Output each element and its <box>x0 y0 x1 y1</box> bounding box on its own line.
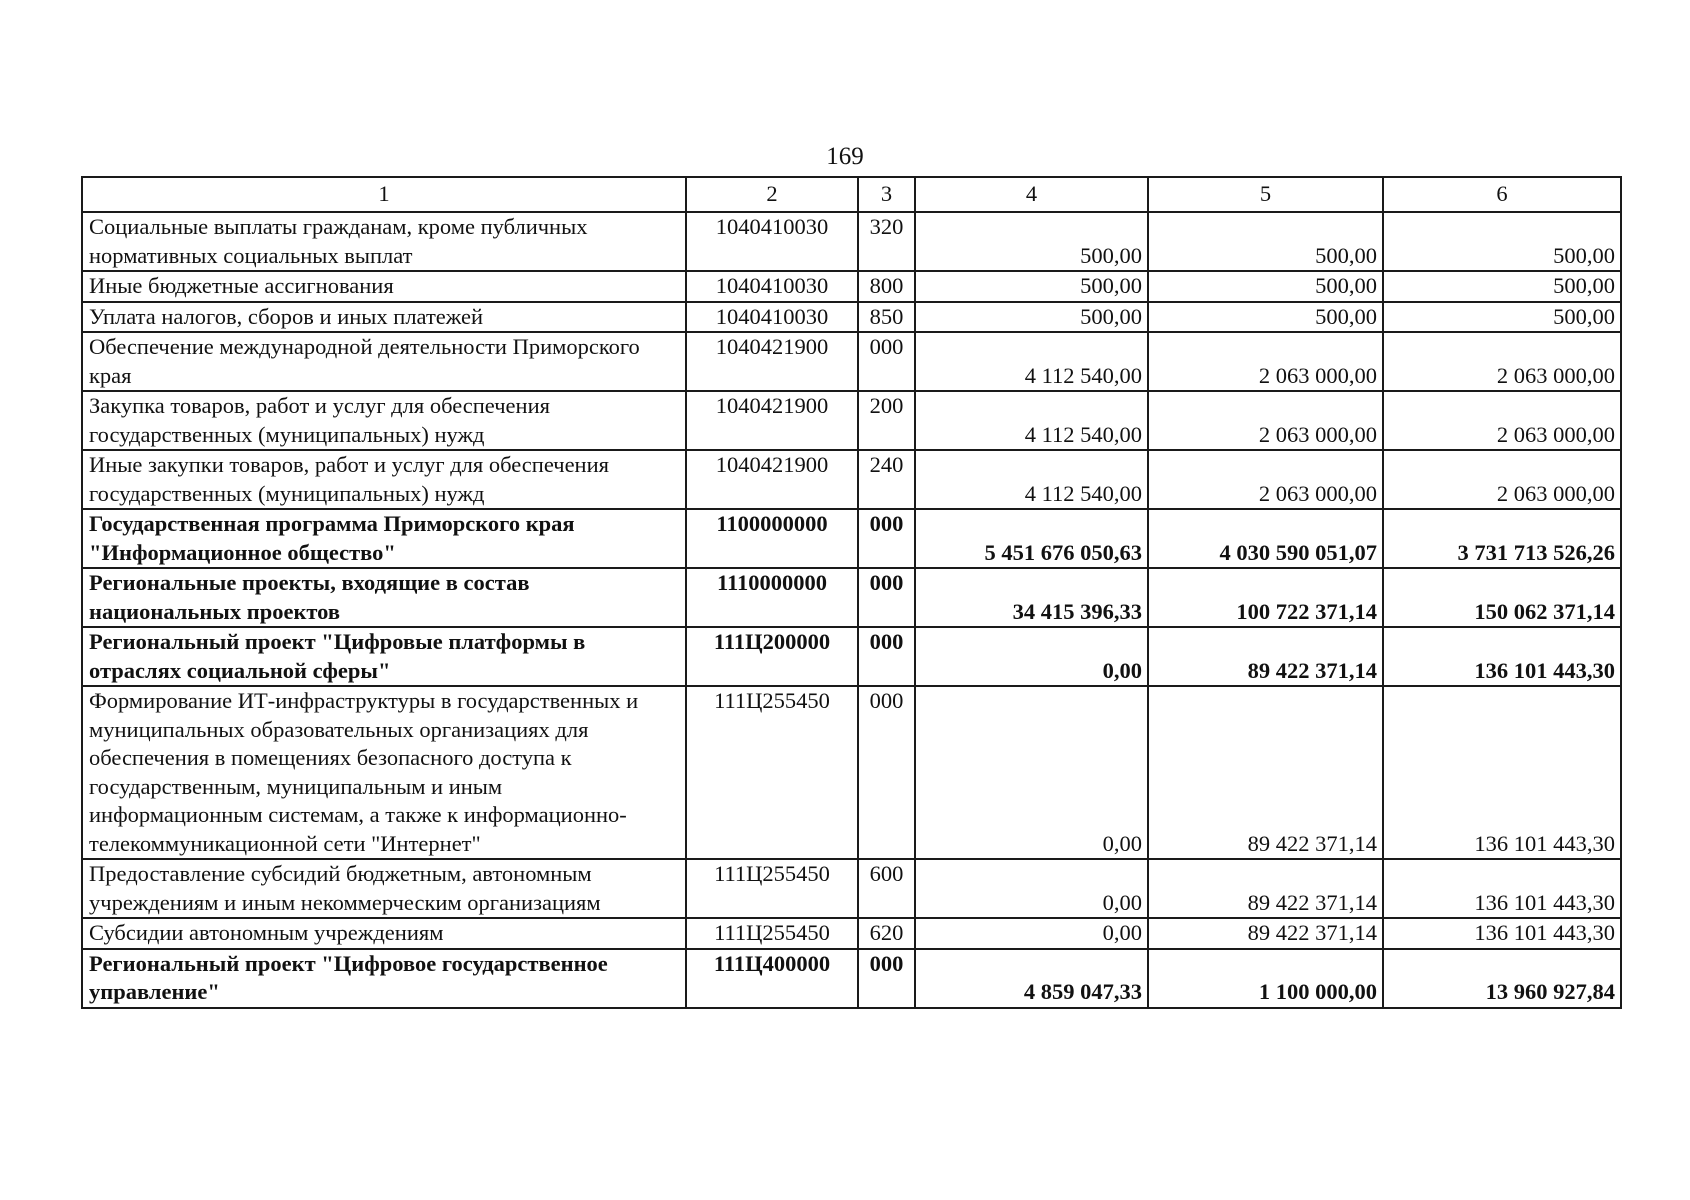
row-name-cell: Иные бюджетные ассигнования <box>82 271 686 302</box>
budget-table <box>81 176 1622 1009</box>
table-row <box>82 302 1621 333</box>
row-value-col5-cell: 89 422 371,14 <box>1148 686 1383 859</box>
row-code-cell: 1040421900 <box>686 450 858 509</box>
row-value-col4-cell: 500,00 <box>915 302 1148 333</box>
row-type-cell: 000 <box>858 332 915 391</box>
row-value-col5-cell: 89 422 371,14 <box>1148 627 1383 686</box>
header-row <box>82 177 1621 212</box>
table-row <box>82 568 1621 627</box>
row-name-cell: Социальные выплаты гражданам, кроме публичных нормативных социальных выплат <box>82 212 686 271</box>
table-header <box>82 177 1621 212</box>
row-value-col6-cell: 2 063 000,00 <box>1383 391 1621 450</box>
row-value-col4-cell: 5 451 676 050,63 <box>915 509 1148 568</box>
table-row <box>82 332 1621 391</box>
row-value-col4-cell: 4 112 540,00 <box>915 450 1148 509</box>
row-value-col4-cell: 500,00 <box>915 271 1148 302</box>
row-value-col5-cell: 1 100 000,00 <box>1148 949 1383 1008</box>
row-code-cell: 1040410030 <box>686 212 858 271</box>
column-header-6: 6 <box>1383 177 1621 212</box>
table-row <box>82 918 1621 949</box>
row-value-col4-cell: 0,00 <box>915 918 1148 949</box>
row-value-col5-cell: 89 422 371,14 <box>1148 859 1383 918</box>
row-code-cell: 1040421900 <box>686 391 858 450</box>
row-value-col6-cell: 2 063 000,00 <box>1383 450 1621 509</box>
row-type-cell: 000 <box>858 627 915 686</box>
column-header-3: 3 <box>858 177 915 212</box>
row-type-cell: 800 <box>858 271 915 302</box>
row-type-cell: 000 <box>858 686 915 859</box>
row-name-cell: Региональные проекты, входящие в состав национальных проектов <box>82 568 686 627</box>
row-value-col5-cell: 89 422 371,14 <box>1148 918 1383 949</box>
row-type-cell: 000 <box>858 949 915 1008</box>
column-header-5: 5 <box>1148 177 1383 212</box>
table-row <box>82 509 1621 568</box>
row-value-col4-cell: 0,00 <box>915 686 1148 859</box>
row-code-cell: 111Ц255450 <box>686 686 858 859</box>
row-value-col5-cell: 2 063 000,00 <box>1148 332 1383 391</box>
column-header-4: 4 <box>915 177 1148 212</box>
row-type-cell: 000 <box>858 568 915 627</box>
row-code-cell: 1040421900 <box>686 332 858 391</box>
row-value-col5-cell: 500,00 <box>1148 271 1383 302</box>
table-row <box>82 391 1621 450</box>
row-value-col4-cell: 4 112 540,00 <box>915 332 1148 391</box>
row-value-col4-cell: 0,00 <box>915 627 1148 686</box>
table-row <box>82 859 1621 918</box>
page-number: 169 <box>826 143 864 170</box>
row-value-col4-cell: 4 859 047,33 <box>915 949 1148 1008</box>
row-value-col4-cell: 0,00 <box>915 859 1148 918</box>
table-row <box>82 949 1621 1008</box>
row-name-cell: Иные закупки товаров, работ и услуг для обеспечения государственных (муниципальных) нужд <box>82 450 686 509</box>
row-value-col6-cell: 3 731 713 526,26 <box>1383 509 1621 568</box>
table-row <box>82 627 1621 686</box>
row-name-cell: Государственная программа Приморского края "Информационное общество" <box>82 509 686 568</box>
row-type-cell: 200 <box>858 391 915 450</box>
row-type-cell: 240 <box>858 450 915 509</box>
row-code-cell: 1100000000 <box>686 509 858 568</box>
row-name-cell: Обеспечение международной деятельности Приморского края <box>82 332 686 391</box>
row-value-col4-cell: 34 415 396,33 <box>915 568 1148 627</box>
table-row <box>82 686 1621 859</box>
row-type-cell: 850 <box>858 302 915 333</box>
row-code-cell: 111Ц255450 <box>686 859 858 918</box>
row-value-col5-cell: 2 063 000,00 <box>1148 450 1383 509</box>
row-value-col5-cell: 500,00 <box>1148 302 1383 333</box>
table-body <box>82 212 1621 1008</box>
row-code-cell: 1040410030 <box>686 271 858 302</box>
row-code-cell: 111Ц200000 <box>686 627 858 686</box>
row-value-col5-cell: 2 063 000,00 <box>1148 391 1383 450</box>
row-value-col4-cell: 500,00 <box>915 212 1148 271</box>
row-name-cell: Региональный проект "Цифровые платформы в отраслях социальной сферы" <box>82 627 686 686</box>
row-value-col6-cell: 2 063 000,00 <box>1383 332 1621 391</box>
row-value-col6-cell: 500,00 <box>1383 271 1621 302</box>
row-name-cell: Предоставление субсидий бюджетным, автономным учреждениям и иным некоммерческим организациям <box>82 859 686 918</box>
row-value-col5-cell: 100 722 371,14 <box>1148 568 1383 627</box>
column-header-1: 1 <box>82 177 686 212</box>
row-type-cell: 320 <box>858 212 915 271</box>
row-value-col6-cell: 136 101 443,30 <box>1383 859 1621 918</box>
row-name-cell: Субсидии автономным учреждениям <box>82 918 686 949</box>
row-code-cell: 111Ц255450 <box>686 918 858 949</box>
table-row <box>82 450 1621 509</box>
column-header-2: 2 <box>686 177 858 212</box>
row-value-col6-cell: 136 101 443,30 <box>1383 686 1621 859</box>
row-name-cell: Формирование ИТ-инфраструктуры в государственных и муниципальных образовательных организациях для обеспечения в помещениях безопасного доступа к государственным, муниципальным и иным информационным системам, а также к информационно-телекоммуникационной сети "Интернет" <box>82 686 686 859</box>
row-value-col6-cell: 136 101 443,30 <box>1383 918 1621 949</box>
row-value-col6-cell: 13 960 927,84 <box>1383 949 1621 1008</box>
row-type-cell: 000 <box>858 509 915 568</box>
row-value-col4-cell: 4 112 540,00 <box>915 391 1148 450</box>
row-type-cell: 620 <box>858 918 915 949</box>
row-code-cell: 1040410030 <box>686 302 858 333</box>
table-row <box>82 271 1621 302</box>
row-type-cell: 600 <box>858 859 915 918</box>
row-value-col6-cell: 136 101 443,30 <box>1383 627 1621 686</box>
row-code-cell: 1110000000 <box>686 568 858 627</box>
row-value-col6-cell: 500,00 <box>1383 302 1621 333</box>
table-row <box>82 212 1621 271</box>
row-value-col5-cell: 500,00 <box>1148 212 1383 271</box>
row-name-cell: Региональный проект "Цифровое государственное управление" <box>82 949 686 1008</box>
row-value-col5-cell: 4 030 590 051,07 <box>1148 509 1383 568</box>
row-name-cell: Закупка товаров, работ и услуг для обеспечения государственных (муниципальных) нужд <box>82 391 686 450</box>
row-code-cell: 111Ц400000 <box>686 949 858 1008</box>
row-value-col6-cell: 150 062 371,14 <box>1383 568 1621 627</box>
row-value-col6-cell: 500,00 <box>1383 212 1621 271</box>
row-name-cell: Уплата налогов, сборов и иных платежей <box>82 302 686 333</box>
